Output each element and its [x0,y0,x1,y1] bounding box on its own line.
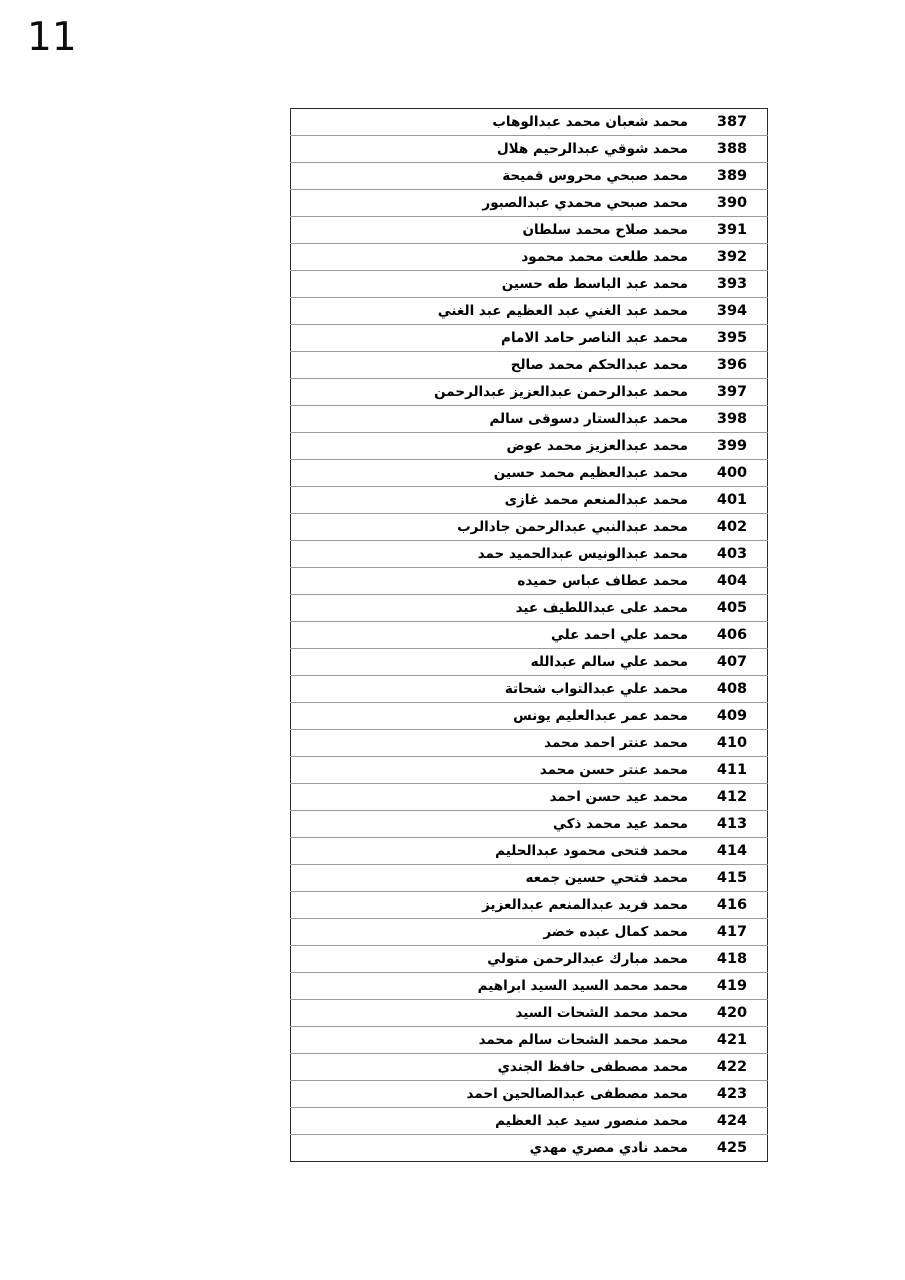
table-cell-serial: 406 [697,622,768,649]
table-cell-serial: 414 [697,838,768,865]
table-row [291,1081,768,1108]
table-cell-serial: 387 [716,114,748,130]
table-cell-name: محمد مصطفى حافظ الجندي [291,1054,698,1081]
table-cell-serial: 418 [697,946,768,973]
table-cell-serial: 425 [697,1135,768,1162]
table-cell-serial: 405 [697,595,768,622]
table-cell-name: محمد على عبداللطيف عيد [291,595,698,622]
table-cell-serial: 401 [697,487,768,514]
table-row [291,109,768,136]
table-cell-name: محمد صبحي محمدي عبدالصبور [291,190,698,217]
table-row [291,649,768,676]
table-row [291,136,768,163]
table-cell-name: محمد منصور سيد عبد العظيم [291,1108,698,1135]
names-table-body [291,109,768,1162]
table-cell-serial: 421 [697,1027,768,1054]
table-cell-name: محمد محمد السيد السيد ابراهيم [291,973,698,1000]
table-cell-name: محمد فريد عبدالمنعم عبدالعزيز [291,892,698,919]
table-cell-name: محمد مصطفى عبدالصالحين احمد [291,1081,698,1108]
table-row [291,865,768,892]
table-cell-serial: 400 [697,460,768,487]
table-cell-name: محمد فتحى محمود عبدالحليم [291,838,698,865]
table-row [291,946,768,973]
table-row [291,838,768,865]
table-row [291,676,768,703]
table-cell-serial: 417 [697,919,768,946]
table-cell-serial: 391 [697,217,768,244]
table-row [291,406,768,433]
table-row [291,352,768,379]
table-cell-name: محمد علي سالم عبدالله [291,649,698,676]
table-row [291,1000,768,1027]
table-cell-name: محمد كمال عبده خضر [291,919,698,946]
table-cell-name: محمد عمر عبدالعليم يونس [291,703,698,730]
table-cell-serial: 396 [697,352,768,379]
table-row [291,379,768,406]
table-row [291,973,768,1000]
table-row [291,433,768,460]
table-cell-serial: 407 [697,649,768,676]
table-cell-name: محمد فتحي حسين جمعه [291,865,698,892]
table-row [291,217,768,244]
table-cell-name: محمد علي احمد علي [291,622,698,649]
table-row [291,244,768,271]
table-cell-name: محمد نادي مصري مهدي [291,1135,698,1162]
table-cell-serial: 420 [697,1000,768,1027]
table-cell-name: محمد عبد الغني عبد العظيم عبد الغني [291,298,698,325]
table-cell-serial: 422 [697,1054,768,1081]
table-row [291,163,768,190]
table-cell-name: محمد عبدالمنعم محمد غازى [291,487,698,514]
table-row [291,487,768,514]
table-cell-serial: 393 [697,271,768,298]
table-cell-serial: 410 [697,730,768,757]
table-cell-name: محمد مبارك عبدالرحمن متولي [291,946,698,973]
table-cell-serial: 403 [697,541,768,568]
table-row [291,568,768,595]
table-row [291,730,768,757]
table-row [291,460,768,487]
table-row [291,595,768,622]
table-cell-name: محمد عبد الناصر حامد الامام [291,325,698,352]
table-row [291,811,768,838]
table-cell-name: محمد عبدالستار دسوقى سالم [291,406,698,433]
table-row [291,271,768,298]
table-cell-serial: 395 [697,325,768,352]
table-row [291,325,768,352]
table-cell-serial: 424 [697,1108,768,1135]
table-cell-name: محمد صلاح محمد سلطان [291,217,698,244]
table-cell-serial: 412 [697,784,768,811]
table-cell-name: محمد عبدالعظيم محمد حسين [291,460,698,487]
table-cell-name: محمد عيد محمد ذكي [291,811,698,838]
table-cell-serial: 402 [697,514,768,541]
table-cell-name: محمد عبدالنبي عبدالرحمن جادالرب [291,514,698,541]
table-cell-serial: 392 [697,244,768,271]
table-cell-serial: 394 [697,298,768,325]
table-row [291,1054,768,1081]
table-row [291,892,768,919]
table-cell-serial: 416 [697,892,768,919]
table-row [291,703,768,730]
table-cell-serial: 389 [697,163,768,190]
table-cell-serial: 419 [697,973,768,1000]
table-row [291,1135,768,1162]
table-row [291,514,768,541]
table-row [291,1108,768,1135]
names-table [290,108,768,1162]
table-cell-name: محمد شعبان محمد عبدالوهاب [492,114,688,130]
table-cell-name: محمد شوقي عبدالرحيم هلال [291,136,698,163]
table-cell-serial: 390 [697,190,768,217]
table-cell-name: محمد عبد الباسط طه حسين [291,271,698,298]
page-number: 11 [27,15,77,60]
table-cell-serial: 398 [697,406,768,433]
table-row [291,541,768,568]
table-cell-name: محمد عيد حسن احمد [291,784,698,811]
table-cell-serial: 404 [697,568,768,595]
table-row [291,1027,768,1054]
table-row [291,190,768,217]
table-cell-name: محمد عنتر حسن محمد [291,757,698,784]
table-cell-name: محمد محمد الشحات السيد [291,1000,698,1027]
table-row [291,919,768,946]
table-row [291,784,768,811]
table-cell-name: محمد طلعت محمد محمود [291,244,698,271]
table-cell-name: محمد عبدالونيس عبدالحميد حمد [291,541,698,568]
table-cell-name: محمد عبدالحكم محمد صالح [291,352,698,379]
table-row [291,622,768,649]
table-cell-serial: 411 [697,757,768,784]
table-cell-serial: 397 [697,379,768,406]
names-table-container [290,108,753,1162]
table-cell-serial: 423 [697,1081,768,1108]
table-cell-serial: 415 [697,865,768,892]
table-cell-serial: 408 [697,676,768,703]
table-cell-serial: 409 [697,703,768,730]
table-cell-serial: 413 [697,811,768,838]
table-row [291,757,768,784]
table-cell-name: محمد علي عبدالتواب شحاتة [291,676,698,703]
table-row [291,298,768,325]
table-cell-name: محمد محمد الشحات سالم محمد [291,1027,698,1054]
table-cell-name: محمد عبدالرحمن عبدالعزيز عبدالرحمن [291,379,698,406]
table-cell-name: محمد عبدالعزيز محمد عوض [291,433,698,460]
table-cell-name: محمد صبحي محروس قميحة [291,163,698,190]
table-cell-name: محمد عطاف عباس حميده [291,568,698,595]
table-cell-serial: 388 [697,136,768,163]
table-cell-name: محمد عنتر احمد محمد [291,730,698,757]
table-cell-serial: 399 [697,433,768,460]
